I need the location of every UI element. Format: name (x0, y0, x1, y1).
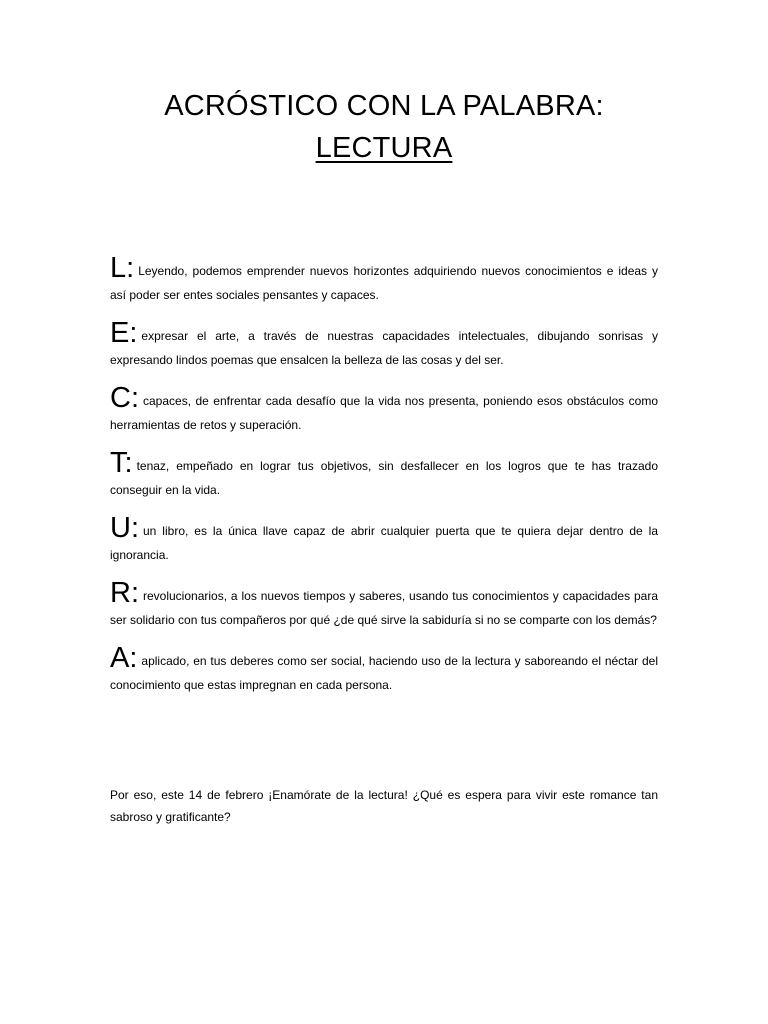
acrostic-entry-l (110, 252, 658, 307)
acrostic-letter: T: (110, 447, 133, 479)
page-title-word: LECTURA (315, 132, 453, 164)
acrostic-letter: L: (110, 252, 135, 284)
acrostic-entry-a (110, 642, 658, 697)
acrostic-letter: A: (110, 642, 138, 674)
acrostic-entry-r (110, 577, 658, 632)
closing-paragraph: Por eso, este 14 de febrero ¡Enamórate de la lectura! ¿Qué es espera para vivir este romance tan sabroso y gratificante? (110, 788, 658, 824)
acrostic-entry-u (110, 512, 658, 567)
acrostic-letter: C: (110, 382, 139, 414)
title-word-wrapper (0, 130, 768, 166)
acrostic-entry-e (110, 317, 658, 372)
acrostic-text: expresar el arte, a través de nuestras capacidades intelectuales, dibujando sonrisas y expresando lindos poemas que ensalcen la belleza de las cosas y del ser. (110, 329, 658, 367)
acrostic-letter: R: (110, 577, 139, 609)
acrostic-list (110, 244, 658, 711)
acrostic-letter: E: (110, 317, 138, 349)
acrostic-text: aplicado, en tus deberes como ser social, haciendo uso de la lectura y saboreando el néctar del conocimiento que estas impregnan en cada persona. (110, 654, 658, 692)
acrostic-text: un libro, es la única llave capaz de abrir cualquier puerta que te quiera dejar dentro de la ignorancia. (110, 524, 658, 562)
page-title: ACRÓSTICO CON LA PALABRA: (164, 90, 604, 122)
acrostic-entry-c (110, 382, 658, 437)
title-block (0, 88, 768, 166)
acrostic-text: capaces, de enfrentar cada desafío que la vida nos presenta, poniendo esos obstáculos como herramientas de retos y superación. (110, 394, 658, 432)
acrostic-letter: U: (110, 512, 139, 544)
acrostic-text: Leyendo, podemos emprender nuevos horizontes adquiriendo nuevos conocimientos e ideas y así poder ser entes sociales pensantes y capaces. (110, 264, 658, 302)
acrostic-text: tenaz, empeñado en lograr tus objetivos, sin desfallecer en los logros que te has trazado conseguir en la vida. (110, 459, 658, 497)
acrostic-text: revolucionarios, a los nuevos tiempos y saberes, usando tus conocimientos y capacidades para ser solidario con tus compañeros por qué ¿de qué sirve la sabiduría si no se comparte con los demás? (110, 589, 658, 627)
acrostic-entry-t (110, 447, 658, 502)
